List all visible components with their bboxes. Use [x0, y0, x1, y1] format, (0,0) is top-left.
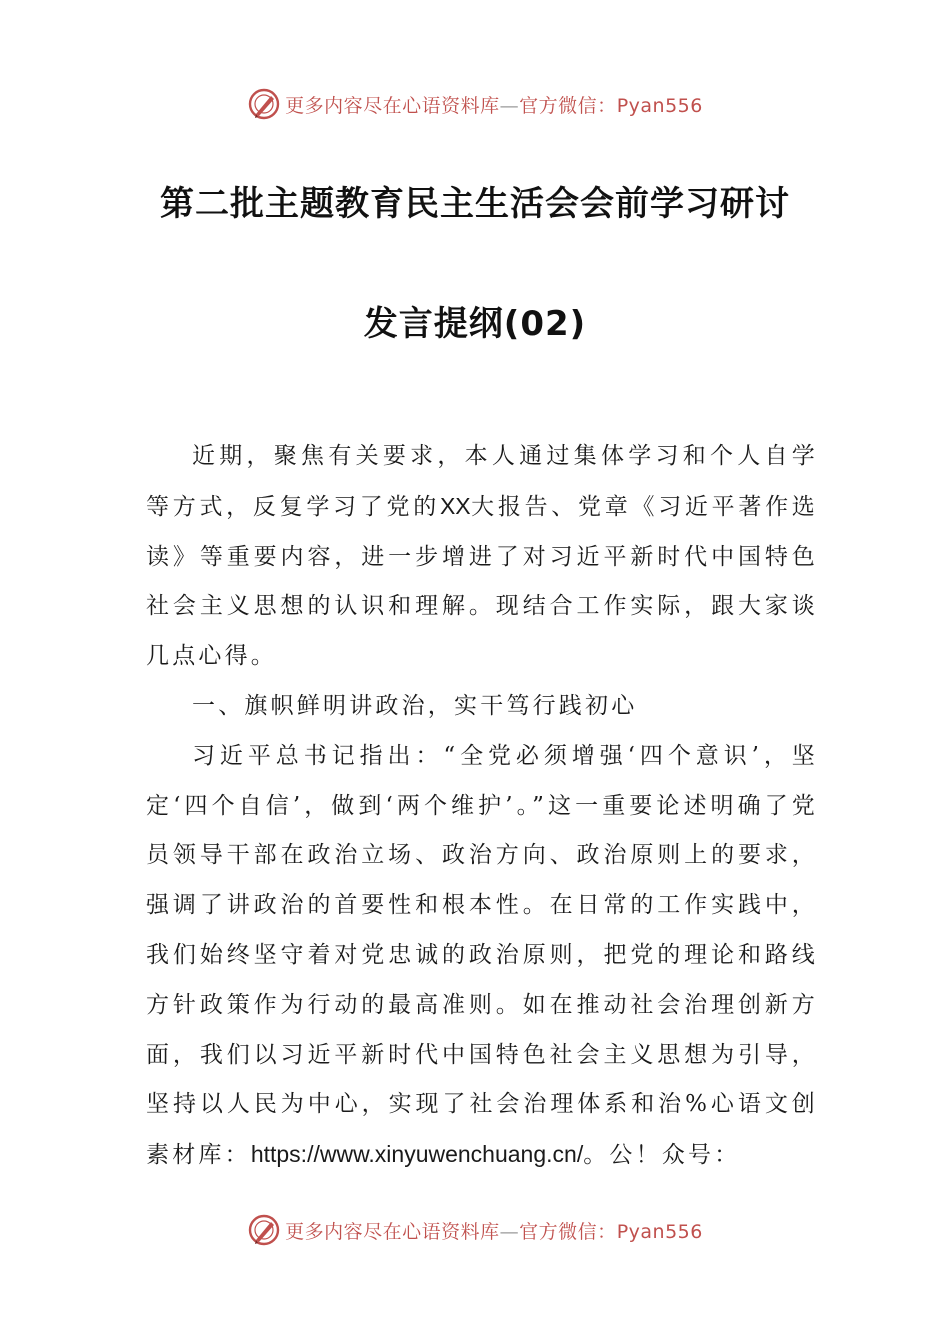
header-watermark — [0, 84, 950, 124]
watermark-handle: Pyan556 — [616, 94, 703, 117]
paragraph-section-1 — [146, 732, 818, 1181]
watermark-text — [285, 91, 703, 118]
watermark-site-text: 更多内容尽在心语资料库 — [285, 1220, 500, 1243]
document-body — [146, 432, 818, 1181]
paragraph-section-1-part-2: 。公！众号： — [583, 1142, 741, 1169]
pen-circle-logo-icon — [247, 1213, 281, 1247]
watermark-wechat-label: 官方微信： — [519, 94, 617, 117]
paragraph-intro-xx: XX — [439, 492, 471, 519]
watermark-url: https://www.xinyuwenchuang.cn/ — [250, 1141, 584, 1168]
paragraph-section-1-part-1: 习近平总书记指出：“全党必须增强‘四个意识’，坚定‘四个自信’，做到‘两个维护’。”这一重要论述明确了党员领导干部在政治立场、政治方向、政治原则上的要求，强调了讲政治的首要性和根本性。在日常的工作实践中，我们始终坚守着对党忠诚的政治原则，把党的理论和路线方针政策作为行动的最高准则。如在推动社会治理创新方面，我们以习近平新时代中国特色社会主义思想为引导，坚持以人民为中心，实现了社会治理体系和治%心语文创素材库： — [146, 742, 818, 1169]
watermark-handle: Pyan556 — [616, 1220, 703, 1243]
paragraph-intro — [146, 432, 818, 682]
watermark-separator: — — [499, 94, 520, 117]
footer-watermark — [0, 1210, 950, 1250]
watermark-wechat-label: 官方微信： — [519, 1220, 617, 1243]
paragraph-intro-part-1: 近期，聚焦有关要求，本人通过集体学习和个人自学等方式，反复学习了党的 — [146, 443, 818, 520]
page-title-line-2: 发言提纲(02) — [363, 304, 587, 344]
watermark-separator: — — [499, 1220, 520, 1243]
pen-circle-logo-icon — [247, 87, 281, 121]
page-title-line-1: 第二批主题教育民主生活会会前学习研讨 — [160, 184, 790, 224]
section-heading-1: 一、旗帜鲜明讲政治，实干笃行践初心 — [192, 692, 638, 719]
paragraph-intro-part-2: 大报告、党章《习近平著作选读》等重要内容，进一步增进了对习近平新时代中国特色社会主义思想的认识和理解。现结合工作实际，跟大家谈几点心得。 — [146, 493, 818, 670]
watermark-text — [285, 1217, 703, 1244]
watermark-site-text: 更多内容尽在心语资料库 — [285, 94, 500, 117]
